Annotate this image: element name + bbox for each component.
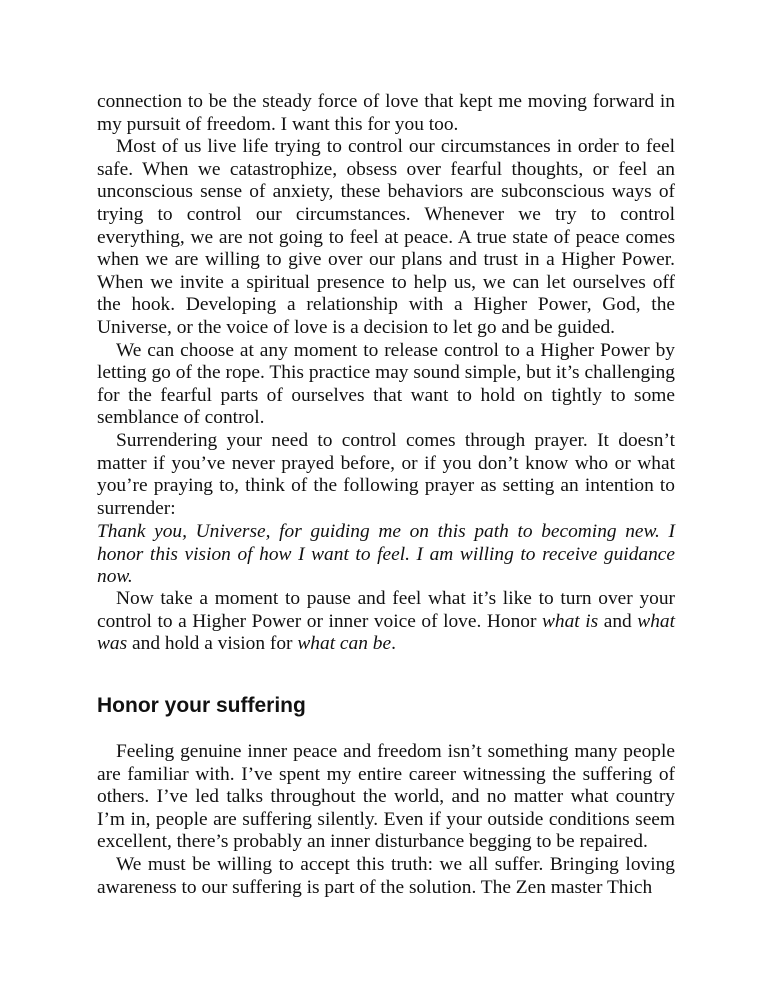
paragraph: We must be willing to accept this truth: we all suffer. Bringing loving awareness to our suffering is part of the solution. The Zen master Thich bbox=[97, 853, 675, 898]
paragraph: Most of us live life trying to control our circumstances in order to feel safe. When we catastrophize, obsess over fearful thoughts, or feel an unconscious sense of anxiety, these behaviors are subconscious ways of trying to control our circumstances. Whenever we try to control everything, we are not going to feel at peace. A true state of peace comes when we are willing to give over our plans and trust in a Higher Power. When we invite a spiritual presence to help us, we can let ourselves off the hook. Developing a relationship with a Higher Power, God, the Universe, or the voice of love is a decision to let go and be guided. bbox=[97, 136, 675, 338]
paragraph: We can choose at any moment to release control to a Higher Power by letting go of the rope. This practice may sound simple, but it’s challenging for the fearful parts of ourselves that want to hold on tightly to some semblance of control. bbox=[97, 339, 675, 429]
pause-block bbox=[97, 588, 675, 656]
section-heading: Honor your suffering bbox=[97, 694, 306, 717]
paragraph: Feeling genuine inner peace and freedom isn’t something many people are familiar with. I’ve spent my entire career witnessing the suffering of others. I’ve led talks throughout the world, and no matter what country I’m in, people are suffering silently. Even if your outside conditions seem excellent, there’s probably an inner disturbance begging to be repaired. bbox=[97, 741, 675, 853]
body-text-block bbox=[97, 741, 675, 899]
pause-paragraph: Now take a moment to pause and feel what it’s like to turn over your control to a Higher Power or inner voice of love. Honor what is and what was and hold a vision for what can be. bbox=[97, 588, 675, 655]
prayer-text: Thank you, Universe, for guiding me on this path to becoming new. I honor this vision of how I want to feel. I am willing to receive guidance now. bbox=[97, 521, 675, 588]
paragraph: Surrendering your need to control comes through prayer. It doesn’t matter if you’ve never prayed before, or if you don’t know who or what you’re praying to, think of the following prayer as setting an intention to surrender: bbox=[97, 429, 675, 519]
paragraph: connection to be the steady force of love that kept me moving forward in my pursuit of freedom. I want this for you too. bbox=[97, 91, 675, 135]
prayer-block bbox=[97, 521, 675, 589]
body-text-block bbox=[97, 91, 675, 520]
